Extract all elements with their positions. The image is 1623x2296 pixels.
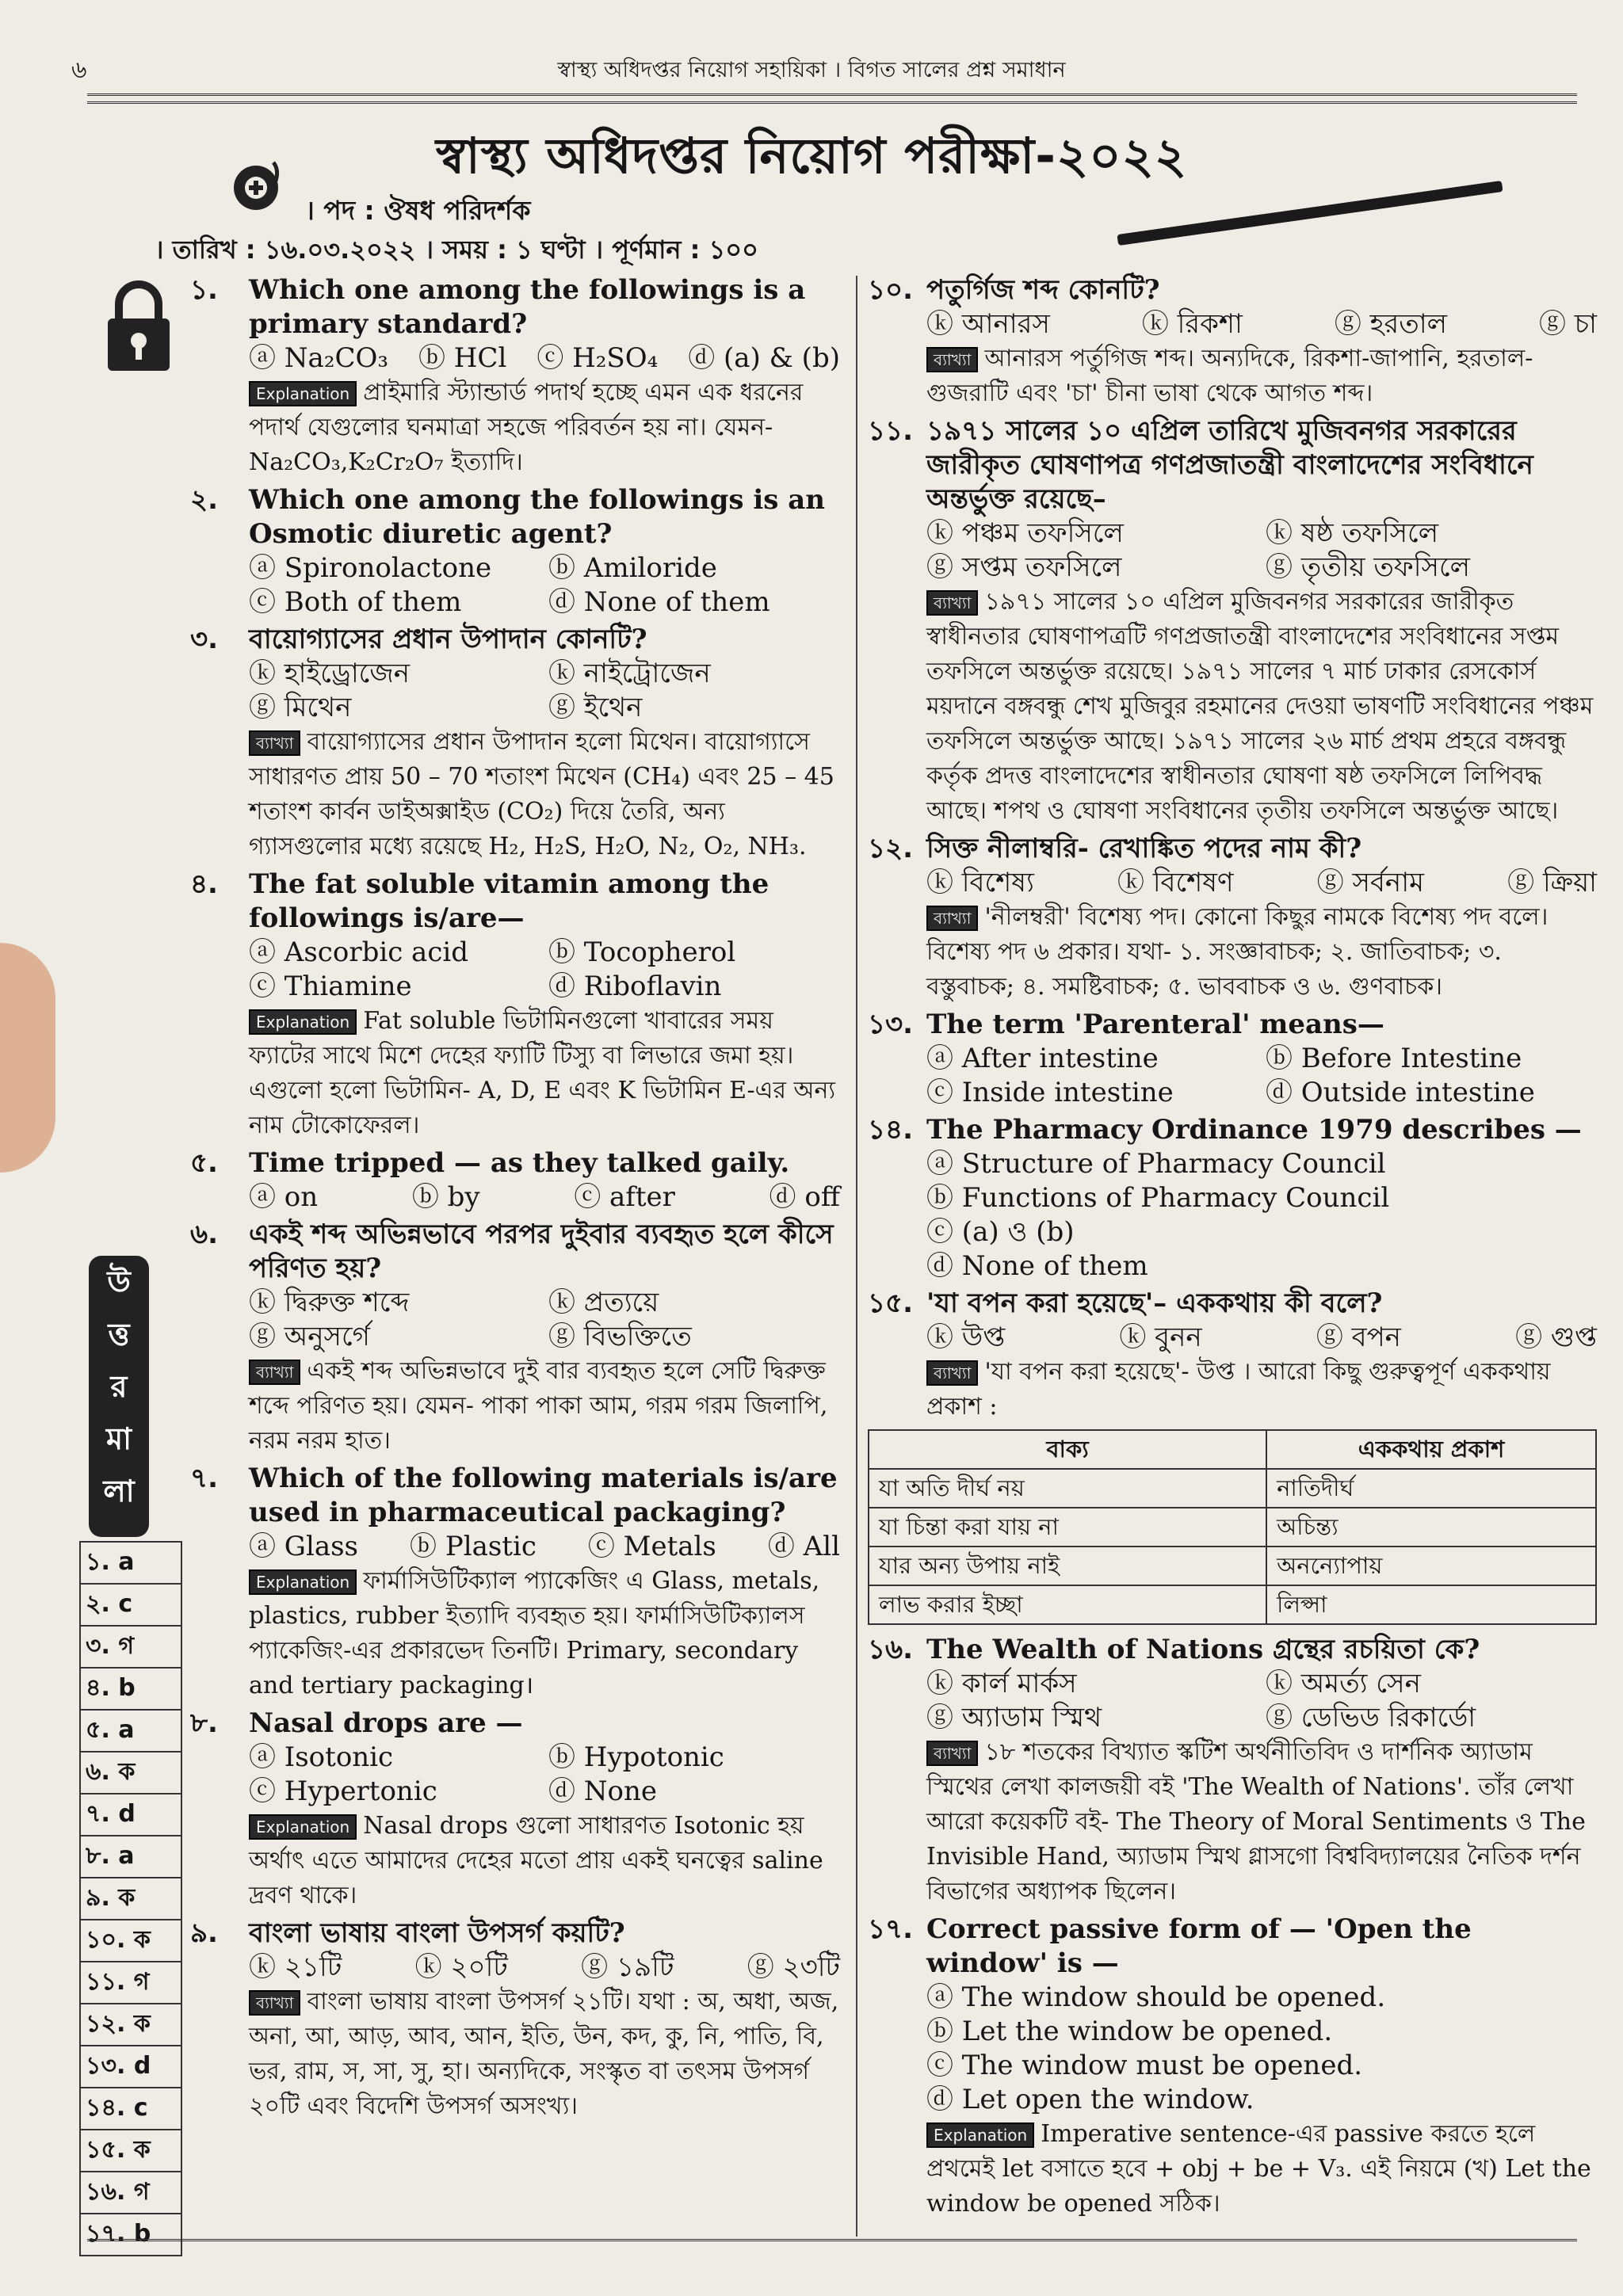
table-header: বাক্য — [869, 1430, 1266, 1469]
answer-cell: ৬. ক — [80, 1752, 181, 1794]
option: ⓚ আনারস — [926, 308, 1050, 340]
question-text: Nasal drops are — — [249, 1707, 523, 1739]
answer-row — [80, 1794, 181, 1836]
explanation-text: ১৯৭১ সালের ১০ এপ্রিল মুজিবনগর সরকারের জারীকৃত স্বাধীনতার ঘোষণাপত্রটি গণপ্রজাতন্ত্রী বাংলাদেশের সংবিধানের সপ্তম তফসিলে অন্তর্ভুক্ত রয়েছে। ১৯৭১ সালের ৭ মার্চ ঢাকার রেসকোর্স ময়দানে বঙ্গবন্ধু শেখ মুজিবুর রহমানের দেওয়া ভাষণটি সংবিধানের পঞ্চম তফসিলে অন্তর্ভুক্ত আছে। ১৯৭১ সালের ২৬ মার্চ প্রথম প্রহরে বঙ্গবন্ধু কর্তৃক প্রদত্ত বাংলাদেশের স্বাধীনতার ঘোষণা ষষ্ঠ তফসিলে লিপিবদ্ধ আছে। শপথ ও ঘোষণা সংবিধানের তৃতীয় তফসিলে অন্তর্ভুক্ত আছে। — [926, 588, 1594, 825]
options — [249, 936, 840, 1004]
answer-cell: ৮. a — [80, 1836, 181, 1878]
question-body — [249, 1146, 840, 1215]
answer-row — [80, 1962, 181, 2004]
options — [249, 1286, 840, 1354]
explanation — [926, 585, 1597, 829]
explanation-tag: ব্যাখ্যা — [926, 347, 978, 372]
question-text: Correct passive form of — 'Open the window' is — — [926, 1913, 1472, 1979]
option: ⓖ অ্যাডাম স্মিথ — [926, 1702, 1102, 1733]
label-char: উ — [107, 1264, 131, 1299]
option: ⓑ Amiloride — [548, 552, 717, 584]
label-char: র — [110, 1369, 128, 1404]
option: ⓐ Isotonic — [249, 1741, 394, 1773]
answer-cell: ৪. b — [80, 1668, 181, 1710]
question-number: ১৬. — [868, 1634, 914, 1665]
answer-sheet-label — [89, 1256, 149, 1537]
question — [190, 1707, 840, 1913]
explanation-tag: ব্যাখ্যা — [926, 1360, 978, 1386]
option: ⓐ After intestine — [926, 1043, 1159, 1074]
option: ⓓ off — [769, 1181, 840, 1213]
question-text: বায়োগ্যাসের প্রধান উপাদান কোনটি? — [249, 624, 647, 655]
exam-emblem-icon — [226, 154, 289, 218]
left-column — [190, 273, 840, 2127]
option: ⓖ ক্রিয়া — [1507, 867, 1597, 898]
answer-cell: ১৩. d — [80, 2046, 181, 2088]
option: ⓖ সর্বনাম — [1316, 867, 1424, 898]
page-number: ৬ — [71, 56, 87, 84]
question — [190, 1146, 840, 1215]
answer-cell: ১৬. গ — [80, 2172, 181, 2214]
question — [190, 1462, 840, 1703]
question-text: পতুর্গিজ শব্দ কোনটি? — [926, 274, 1160, 306]
question-text: The fat soluble vitamin among the followings is/are— — [249, 868, 769, 934]
question-number: ৪. — [190, 868, 218, 900]
explanation-tag: ব্যাখ্যা — [249, 1990, 300, 2016]
column-divider — [856, 276, 857, 2237]
question — [868, 414, 1597, 829]
question-number: ১. — [190, 274, 218, 306]
options — [249, 1741, 840, 1809]
question-text: Which one among the followings is an Osmotic diuretic agent? — [249, 484, 825, 550]
table-row — [869, 1585, 1596, 1624]
option: ⓚ ষষ্ঠ তফসিলে — [1266, 517, 1439, 549]
option: ⓖ মিথেন — [249, 692, 352, 723]
explanation-tag: Explanation — [249, 381, 357, 406]
option: ⓚ প্রত্যয়ে — [548, 1287, 659, 1318]
question-number: ৭. — [190, 1463, 219, 1494]
answer-row — [80, 1626, 181, 1668]
answer-row — [80, 2130, 181, 2172]
explanation — [926, 1355, 1597, 1425]
explanation-text: ১৮ শতকের বিখ্যাত স্কটিশ অর্থনীতিবিদ ও দার্শনিক অ্যাডাম স্মিথের লেখা কালজয়ী বই 'The Wealth of Nations'. তাঁর লেখা আরো কয়েকটি বই- The Theory of Moral Sentiments ও The Invisible Hand, অ্যাডাম স্মিথ গ্লাসগো বিশ্ববিদ্যালয়ের নৈতিক দর্শন বিভাগের অধ্যাপক ছিলেন। — [926, 1738, 1586, 1905]
question-text: Which one among the followings is a primary standard? — [249, 274, 806, 340]
answer-row — [80, 1542, 181, 1584]
question-number: ১২. — [868, 833, 914, 864]
explanation — [926, 341, 1597, 411]
options — [926, 1147, 1597, 1283]
option: ⓚ বুনন — [1119, 1322, 1202, 1353]
option: ⓓ None of them — [548, 586, 770, 618]
explanation-tag: Explanation — [249, 1009, 357, 1035]
question-number: ৮. — [190, 1707, 218, 1739]
explanation-tag: ব্যাখ্যা — [926, 1741, 978, 1766]
question — [190, 483, 840, 620]
table-cell: যা অতি দীর্ঘ নয় — [869, 1469, 1266, 1508]
post-line: । পদ : ঔষধ পরিদর্শক — [305, 195, 531, 226]
explanation — [249, 376, 840, 480]
explanation — [249, 1985, 840, 2124]
table-cell: অচিন্ত্য — [1266, 1508, 1596, 1547]
options — [249, 1530, 840, 1564]
label-char: মা — [105, 1421, 132, 1456]
explanation-text: আনারস পর্তুগিজ শব্দ। অন্যদিকে, রিকশা-জাপানি, হরতাল-গুজরাটি এবং 'চা' চীনা ভাষা থেকে আগত শব্দ। — [926, 345, 1533, 407]
options — [926, 1042, 1597, 1110]
options — [249, 341, 840, 376]
option: ⓐ Ascorbic acid — [249, 936, 469, 968]
option: ⓑ Hypotonic — [548, 1741, 724, 1773]
option: ⓒ Metals — [587, 1531, 716, 1562]
option: ⓐ The window should be opened. — [926, 1981, 1386, 2013]
question-text: সিক্ত নীলাম্বরি- রেখাঙ্কিত পদের নাম কী? — [926, 833, 1362, 864]
option: ⓚ কার্ল মার্কস — [926, 1668, 1077, 1699]
answer-row — [80, 1920, 181, 1962]
option: ⓒ Inside intestine — [926, 1077, 1174, 1108]
option: ⓐ on — [249, 1181, 319, 1213]
answer-cell: ১১. গ — [80, 1962, 181, 2004]
table-cell: যা চিন্তা করা যায় না — [869, 1508, 1266, 1547]
option: ⓚ উপ্ত — [926, 1322, 1006, 1353]
explanation — [926, 900, 1597, 1005]
question-text: The Pharmacy Ordinance 1979 describes — — [926, 1114, 1582, 1146]
option: ⓚ নাইট্রোজেন — [548, 658, 711, 689]
option: ⓓ Riboflavin — [548, 971, 722, 1002]
question-text: একই শব্দ অভিন্নভাবে পরপর দুইবার ব্যবহৃত হলে কীসে পরিণত হয়? — [249, 1219, 834, 1284]
option: ⓒ The window must be opened. — [926, 2050, 1363, 2081]
answer-cell: ২. c — [80, 1584, 181, 1626]
option: ⓐ Glass — [249, 1531, 359, 1562]
question-number: ৫. — [190, 1147, 218, 1179]
question-body — [249, 623, 840, 864]
question-body — [926, 1113, 1597, 1283]
question-number: ৩. — [190, 624, 219, 655]
option: ⓖ ২৩টি — [747, 1951, 840, 1983]
question-number: ৯. — [190, 1917, 218, 1949]
table-cell: লাভ করার ইচ্ছা — [869, 1585, 1266, 1624]
question — [868, 1633, 1597, 1909]
option: ⓖ বপন — [1316, 1322, 1401, 1353]
explanation-tag: ব্যাখ্যা — [926, 906, 978, 931]
option: ⓖ গুপ্ত — [1515, 1322, 1597, 1353]
option: ⓖ ইথেন — [548, 692, 643, 723]
option: ⓑ Let the window be opened. — [926, 2016, 1333, 2047]
option: ⓓ Let open the window. — [926, 2084, 1254, 2115]
explanation-text: ফার্মাসিউটিক্যাল প্যাকেজিং এ Glass, metals, plastics, rubber ইত্যাদি ব্যবহৃত হয়। ফার্মাসিউটিক্যালস প্যাকেজিং-এর প্রকারভেদ তিনটি। Primary, secondary and tertiary packaging। — [249, 1567, 820, 1699]
lock-icon — [103, 279, 174, 374]
explanation-tag: ব্যাখ্যা — [249, 1360, 300, 1385]
explanation — [926, 2117, 1597, 2222]
explanation — [249, 1354, 840, 1459]
option: ⓑ Tocopherol — [548, 936, 736, 968]
answer-cell: ৩. গ — [80, 1626, 181, 1668]
answer-row — [80, 2088, 181, 2130]
explanation-tag: Explanation — [249, 1814, 357, 1840]
options — [926, 307, 1597, 341]
table-row — [869, 1508, 1596, 1547]
question — [868, 1008, 1597, 1110]
question-body — [926, 1913, 1597, 2222]
question-text: ১৯৭১ সালের ১০ এপ্রিল তারিখে মুজিবনগর সরকারের জারীকৃত ঘোষণাপত্র গণপ্রজাতন্ত্রী বাংলাদেশের সংবিধানে অন্তর্ভুক্ত রয়েছে– — [926, 415, 1533, 515]
one-word-substitution-table — [868, 1429, 1597, 1625]
question — [190, 623, 840, 864]
option: ⓚ দ্বিরুক্ত শব্দে — [249, 1287, 410, 1318]
question-number: ১৩. — [868, 1009, 914, 1040]
label-char: লা — [103, 1474, 135, 1508]
question — [868, 1913, 1597, 2222]
options — [926, 1981, 1597, 2117]
answer-row — [80, 2046, 181, 2088]
options — [926, 1321, 1597, 1355]
question-body — [249, 273, 840, 480]
answer-cell: ১৫. ক — [80, 2130, 181, 2172]
option: ⓓ Outside intestine — [1266, 1077, 1535, 1108]
explanation — [249, 1809, 840, 1913]
option: ⓚ বিশেষ্য — [926, 867, 1034, 898]
answer-row — [80, 2172, 181, 2214]
question — [190, 1917, 840, 2124]
options — [249, 1951, 840, 1985]
answer-row — [80, 1668, 181, 1710]
option: ⓒ Thiamine — [249, 971, 412, 1002]
table-cell: যার অন্য উপায় নাই — [869, 1547, 1266, 1585]
question-number: ১০. — [868, 274, 914, 306]
question — [868, 1287, 1597, 1425]
question — [868, 273, 1597, 411]
options — [249, 657, 840, 725]
answer-row — [80, 1752, 181, 1794]
explanation-text: Fat soluble ভিটামিনগুলো খাবারের সময় ফ্যাটের সাথে মিশে দেহের ফ্যাটি টিস্যু বা লিভারে জমা হয়। এগুলো হলো ভিটামিন- A, D, E এবং K ভিটামিন E-এর অন্য নাম টোকোফেরল। — [249, 1007, 836, 1139]
question-body — [926, 1287, 1597, 1425]
question-text: The term 'Parenteral' means— — [926, 1009, 1384, 1040]
answer-row — [80, 1878, 181, 1920]
option: ⓐ Structure of Pharmacy Council — [926, 1148, 1386, 1180]
exam-meta: । তারিখ : ১৬.০৩.২০২২ । সময় : ১ ঘণ্টা । পূর্ণমান : ১০০ — [155, 235, 758, 265]
answer-cell: ১২. ক — [80, 2004, 181, 2046]
running-head — [71, 49, 1552, 84]
question-number: ৬. — [190, 1219, 219, 1250]
answer-cell: ১. a — [80, 1542, 181, 1584]
question-number: ১৭. — [868, 1913, 914, 1945]
explanation — [249, 1004, 840, 1143]
option: ⓑ by — [411, 1181, 480, 1213]
option: ⓓ None — [548, 1775, 658, 1807]
question-body — [926, 414, 1597, 829]
question-body — [926, 832, 1597, 1005]
question-number: ২. — [190, 484, 219, 516]
option: ⓓ (a) & (b) — [688, 342, 840, 374]
running-title: স্বাস্থ্য অধিদপ্তর নিয়োগ সহায়িকা । বিগত সালের প্রশ্ন সমাধান — [557, 58, 1066, 82]
option: ⓖ ডেভিড রিকার্ডো — [1266, 1702, 1476, 1733]
option: ⓒ H₂SO₄ — [537, 342, 659, 374]
option: ⓚ রিকশা — [1141, 308, 1243, 340]
answer-row — [80, 1710, 181, 1752]
options — [249, 1180, 840, 1215]
option: ⓚ অমর্ত্য সেন — [1266, 1668, 1421, 1699]
answer-cell: ১৭. b — [80, 2214, 181, 2256]
question — [190, 868, 840, 1143]
option: ⓑ Plastic — [410, 1531, 537, 1562]
label-char: ত্ত — [108, 1317, 130, 1352]
table-header: এককথায় প্রকাশ — [1266, 1430, 1596, 1469]
explanation-text: বায়োগ্যাসের প্রধান উপাদান হলো মিথেন। বায়োগ্যাসে সাধারণত প্রায় 50 – 70 শতাংশ মিথেন (CH₄) এবং 25 – 45 শতাংশ কার্বন ডাইঅক্সাইড (CO₂) দিয়ে তৈরি, অন্য গ্যাসগুলোর মধ্যে রয়েছে H₂, H₂S, H₂O, N₂, O₂, NH₃. — [249, 728, 834, 860]
explanation-text: প্রাইমারি স্ট্যান্ডার্ড পদার্থ হচ্ছে এমন এক ধরনের পদার্থ যেগুলোর ঘনমাত্রা সহজে পরিবর্তন হয় না। যেমন- Na₂CO₃,K₂Cr₂O₇ ইত্যাদি। — [249, 379, 804, 476]
answer-cell: ৯. ক — [80, 1878, 181, 1920]
option: ⓐ Spironolactone — [249, 552, 492, 584]
question-number: ১৫. — [868, 1287, 914, 1319]
option: ⓖ সপ্তম তফসিলে — [926, 551, 1122, 583]
options — [926, 1667, 1597, 1735]
explanation — [249, 1564, 840, 1703]
question — [868, 832, 1597, 1005]
question — [190, 1218, 840, 1459]
question-text: Time tripped — as they talked gaily. — [249, 1147, 790, 1179]
explanation-tag: ব্যাখ্যা — [926, 590, 978, 616]
photo-finger-shadow — [0, 943, 55, 1173]
option: ⓖ হরতাল — [1334, 308, 1447, 340]
table-cell: লিপ্সা — [1266, 1585, 1596, 1624]
explanation-text: 'নীলম্বরী' বিশেষ্য পদ। কোনো কিছুর নামকে বিশেষ্য পদ বলে। বিশেষ্য পদ ৬ প্রকার। যথা- ১. সংজ্ঞাবাচক; ২. জাতিবাচক; ৩. বস্তুবাচক; ৪. সমষ্টিবাচক; ৫. ভাববাচক ও ৬. গুণবাচক। — [926, 903, 1549, 1001]
option: ⓑ Before Intestine — [1266, 1043, 1522, 1074]
option: ⓚ বিশেষণ — [1117, 867, 1234, 898]
table-cell: নাতিদীর্ঘ — [1266, 1469, 1596, 1508]
explanation-tag: Explanation — [926, 2122, 1034, 2148]
option: ⓑ Functions of Pharmacy Council — [926, 1182, 1390, 1214]
answer-row — [80, 1836, 181, 1878]
bottom-rule — [87, 2239, 1577, 2241]
option: ⓐ Na₂CO₃ — [249, 342, 388, 374]
explanation-text: 'যা বপন করা হয়েছে'- উপ্ত । আরো কিছু গুরুত্বপূর্ণ এককথায় প্রকাশ : — [926, 1358, 1551, 1421]
question — [190, 273, 840, 480]
answer-cell: ১৪. c — [80, 2088, 181, 2130]
option: ⓓ All — [767, 1531, 840, 1562]
question-body — [249, 483, 840, 620]
explanation — [926, 1735, 1597, 1909]
option: ⓚ পঞ্চম তফসিলে — [926, 517, 1124, 549]
question-text: The Wealth of Nations গ্রন্থের রচয়িতা কে? — [926, 1634, 1480, 1665]
option: ⓚ ২০টি — [414, 1951, 508, 1983]
top-rule — [87, 93, 1577, 96]
answer-row — [80, 1584, 181, 1626]
option: ⓖ বিভক্তিতে — [548, 1321, 692, 1352]
question-body — [249, 1462, 840, 1703]
question-number: ১৪. — [868, 1114, 914, 1146]
question-body — [249, 1707, 840, 1913]
option: ⓚ ২১টি — [249, 1951, 342, 1983]
question-body — [926, 1633, 1597, 1909]
question-text: 'যা বপন করা হয়েছে'– এককথায় কী বলে? — [926, 1287, 1383, 1319]
question-body — [926, 273, 1597, 411]
option: ⓒ Both of them — [249, 586, 462, 618]
question-body — [249, 1917, 840, 2124]
table-cell: অনন্যোপায় — [1266, 1547, 1596, 1585]
explanation-text: বাংলা ভাষায় বাংলা উপসর্গ ২১টি। যথা : অ, অধা, অজ, অনা, আ, আড়, আব, আন, ইতি, উন, কদ, কু, নি, পাতি, বি, ভর, রাম, স, সা, সু, হা। অন্যদিকে, সংস্কৃত বা তৎসম উপসর্গ ২০টি এবং বিদেশি উপসর্গ অসংখ্য। — [249, 1988, 839, 2120]
option: ⓖ তৃতীয় তফসিলে — [1266, 551, 1470, 583]
table-row — [869, 1469, 1596, 1508]
explanation-text: Imperative sentence-এর passive করতে হলে প্রথমেই let বসাতে হবে + obj + be + V₃. এই নিয়মে (খ) Let the window be opened সঠিক। — [926, 2120, 1591, 2218]
answer-row — [80, 2214, 181, 2256]
question-body — [926, 1008, 1597, 1110]
option: ⓑ HCl — [418, 342, 507, 374]
explanation-tag: ব্যাখ্যা — [249, 730, 300, 756]
question — [868, 1113, 1597, 1283]
answer-row — [80, 2004, 181, 2046]
exam-title: স্বাস্থ্য অধিদপ্তর নিয়োগ পরীক্ষা-২০২২ — [436, 127, 1188, 185]
explanation-tag: Explanation — [249, 1569, 357, 1595]
right-column — [868, 273, 1597, 2225]
question-text: বাংলা ভাষায় বাংলা উপসর্গ কয়টি? — [249, 1917, 625, 1949]
answer-key-table — [79, 1541, 182, 2256]
title-block — [206, 119, 1512, 230]
answer-cell: ৫. a — [80, 1710, 181, 1752]
option: ⓖ চা — [1538, 308, 1597, 340]
answer-cell: ১০. ক — [80, 1920, 181, 1962]
option: ⓒ (a) ও (b) — [926, 1216, 1075, 1248]
option: ⓓ None of them — [926, 1250, 1148, 1282]
answer-cell: ৭. d — [80, 1794, 181, 1836]
option: ⓒ Hypertonic — [249, 1775, 437, 1807]
explanation-text: একই শব্দ অভিন্নভাবে দুই বার ব্যবহৃত হলে সেটি দ্বিরুক্ত শব্দে পরিণত হয়। যেমন- পাকা পাকা আম, গরম গরম জিলাপি, নরম নরম হাত। — [249, 1357, 828, 1455]
table-row — [869, 1547, 1596, 1585]
option: ⓒ after — [574, 1181, 675, 1213]
options — [926, 866, 1597, 900]
top-rule-2 — [87, 101, 1577, 104]
explanation-text: Nasal drops গুলো সাধারণত Isotonic হয় অর্থাৎ এতে আমাদের দেহের মতো প্রায় একই ঘনত্বের saline দ্রবণ থাকে। — [249, 1812, 823, 1909]
option: ⓖ অনুসর্গে — [249, 1321, 370, 1352]
options — [249, 551, 840, 620]
option: ⓖ ১৯টি — [581, 1951, 674, 1983]
question-text: Which of the following materials is/are used in pharmaceutical packaging? — [249, 1463, 838, 1528]
explanation — [249, 725, 840, 864]
question-body — [249, 1218, 840, 1459]
question-number: ১১. — [868, 415, 914, 447]
options — [926, 517, 1597, 585]
option: ⓚ হাইড্রোজেন — [249, 658, 411, 689]
question-body — [249, 868, 840, 1143]
